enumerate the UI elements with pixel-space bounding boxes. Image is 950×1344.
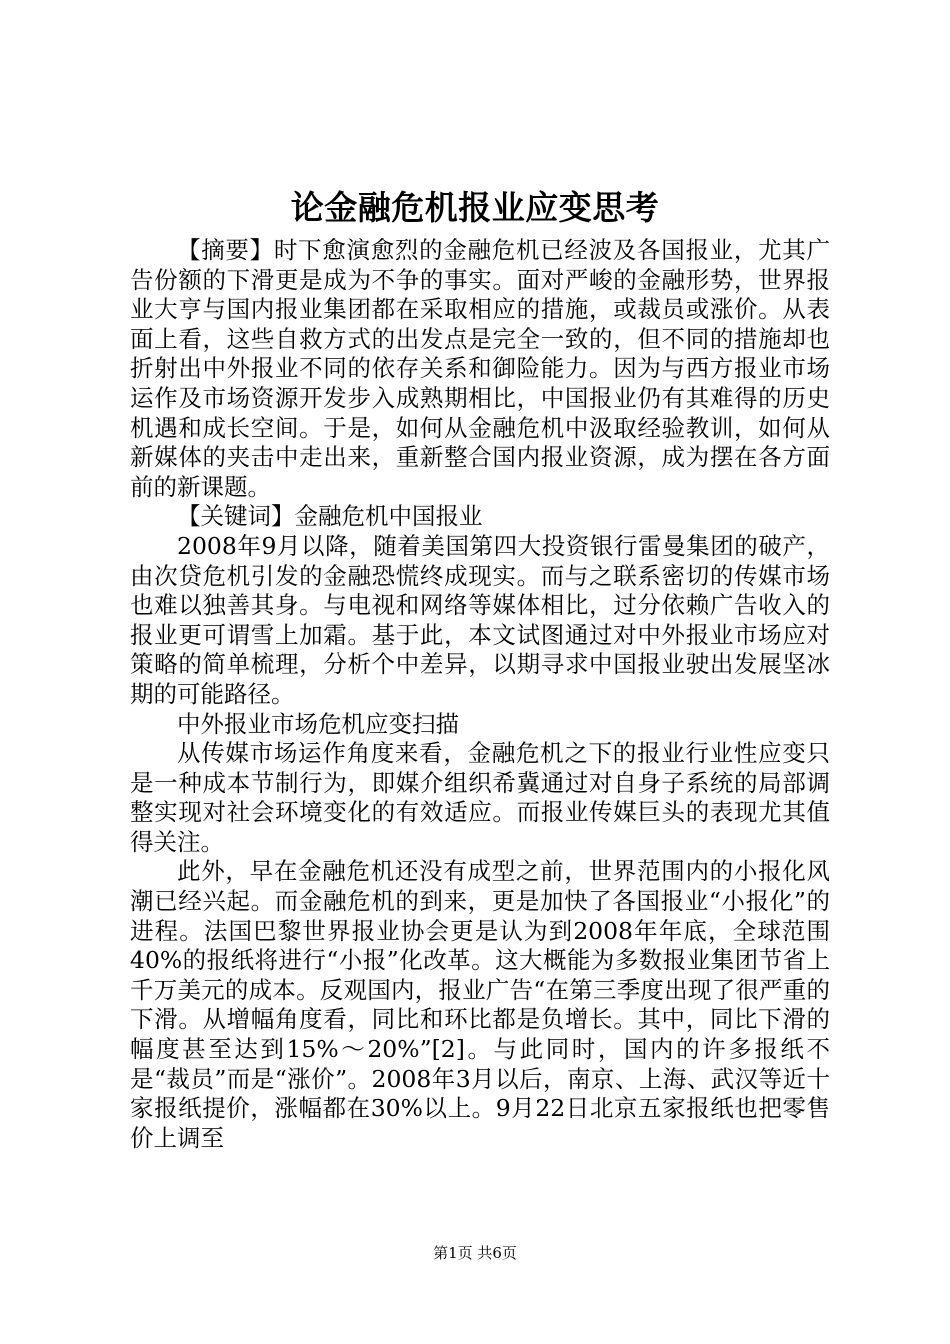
keywords-paragraph: 【关键词】金融危机中国报业 bbox=[177, 502, 483, 531]
document-title: 论金融危机报业应变思考 bbox=[290, 188, 660, 227]
page-footer: 第1页 共6页 bbox=[433, 1244, 517, 1262]
body-paragraph: 此外，早在金融危机还没有成型之前，世界范围内的小报化风潮已经兴起。而金融危机的到来，更是加快了各国报业“小报化”的进程。法国巴黎世界报业协会更是认为到2008年年底，全球范围40%的报纸将进行“小报”化改革。这大概能为多数报业集团节省上千万美元的成本。反观国内，报业广告“在第三季度出现了很严重的下滑。从增幅角度看，同比和环比都是负增长。其中，同比下滑的幅度甚至达到15%～20%”[2]。与此同时，国内的许多报纸不是“裁员”而是“涨价”。2008年3月以后，南京、上海、武汉等近十家报纸提价，涨幅都在30%以上。9月22日北京五家报纸也把零售价上调至 bbox=[130, 857, 830, 1152]
intro-paragraph: 2008年9月以降，随着美国第四大投资银行雷曼集团的破产，由次贷危机引发的金融恐慌终成现实。而与之联系密切的传媒市场也难以独善其身。与电视和网络等媒体相比，过分依赖广告收入的报业更可谓雪上加霜。基于此，本文试图通过对中外报业市场应对策略的简单梳理，分析个中差异，以期寻求中国报业驶出发展坚冰期的可能路径。 bbox=[130, 531, 830, 708]
abstract-paragraph: 【摘要】时下愈演愈烈的金融危机已经波及各国报业，尤其广告份额的下滑更是成为不争的事实。面对严峻的金融形势，世界报业大亨与国内报业集团都在采取相应的措施，或裁员或涨价。从表面上看，这些自救方式的出发点是完全一致的，但不同的措施却也折射出中外报业不同的依存关系和御险能力。因为与西方报业市场运作及市场资源开发步入成熟期相比，中国报业仍有其难得的历史机遇和成长空间。于是，如何从金融危机中汲取经验教训，如何从新媒体的夹击中走出来，重新整合国内报业资源，成为摆在各方面前的新课题。 bbox=[130, 236, 830, 501]
section-heading: 中外报业市场危机应变扫描 bbox=[177, 709, 459, 738]
body-paragraph: 从传媒市场运作角度来看，金融危机之下的报业行业性应变只是一种成本节制行为，即媒介组织希冀通过对自身子系统的局部调整实现对社会环境变化的有效适应。而报业传媒巨头的表现尤其值得关注。 bbox=[130, 739, 830, 856]
document-body bbox=[130, 236, 830, 1153]
